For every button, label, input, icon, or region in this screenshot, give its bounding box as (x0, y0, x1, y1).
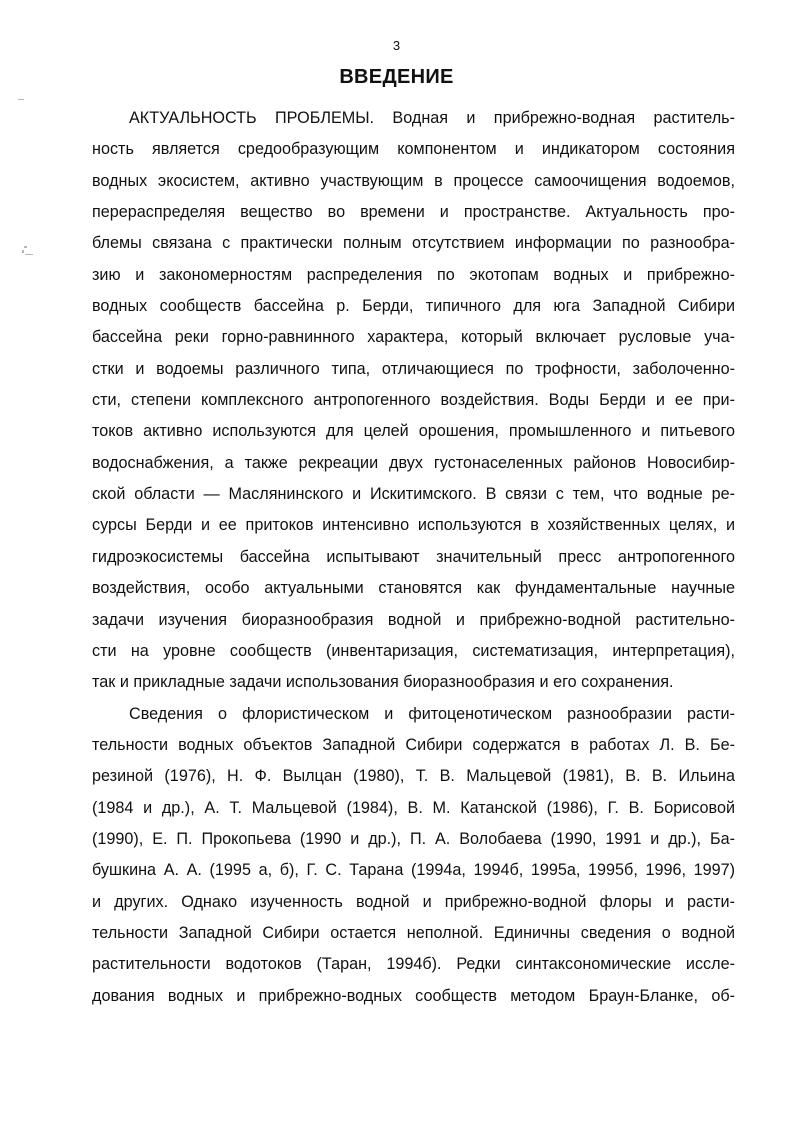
scan-artifact (25, 254, 33, 255)
text-line: так и прикладные задачи использования биоразнообразия и его сохранения. (92, 673, 674, 692)
text-line: и других. Однако изученность водной и прибрежно-водной флоры и расти- (92, 892, 735, 911)
text-line: тельности водных объектов Западной Сибири содержатся в работах Л. В. Бе- (92, 735, 735, 754)
text-line: перераспределяя вещество во времени и пространстве. Актуальность про- (92, 203, 735, 222)
text-line: бассейна реки горно-равнинного характера, который включает русловые уча- (92, 328, 735, 347)
text-line: ность является средообразующим компонентом и индикатором состояния (92, 140, 735, 159)
text-line: сти, степени комплексного антропогенного воздействия. Воды Берди и ее при- (92, 391, 735, 410)
text-line: гидроэкосистемы бассейна испытывают значительный пресс антропогенного (92, 547, 735, 566)
text-line: ской области — Маслянинского и Искитимского. В связи с тем, что водные ре- (92, 485, 735, 504)
text-line: сурсы Берди и ее притоков интенсивно используются в хозяйственных целях, и (92, 516, 735, 535)
text-line: водных сообществ бассейна р. Берди, типичного для юга Западной Сибири (92, 297, 735, 316)
text-line: Сведения о флористическом и фитоценотическом разнообразии расти- (129, 704, 735, 723)
page-number: 3 (392, 38, 401, 53)
text-line: тельности Западной Сибири остается неполной. Единичны сведения о водной (92, 923, 735, 942)
text-line: растительности водотоков (Таран, 1994б). Редки синтаксономические иссле- (92, 955, 735, 974)
text-line: водоснабжения, а также рекреации двух густонаселенных районов Новосибир- (92, 453, 735, 472)
text-line: резиной (1976), Н. Ф. Вылцан (1980), Т. В. Мальцевой (1981), В. В. Ильина (92, 767, 735, 786)
paragraph (92, 702, 735, 1015)
text-line: сти на уровне сообществ (инвентаризация, систематизация, интерпретация), (92, 641, 735, 660)
document-body (92, 106, 735, 1015)
scan-artifact (18, 99, 24, 100)
text-line: зию и закономерностям распределения по экотопам водных и прибрежно- (92, 265, 735, 284)
text-line: воздействия, особо актуальными становятся как фундаментальные научные (92, 579, 735, 598)
text-line: АКТУАЛЬНОСТЬ ПРОБЛЕМЫ. Водная и прибрежно-водная раститель- (129, 109, 735, 127)
text-line: блемы связана с практически полным отсутствием информации по разнообра- (92, 234, 735, 253)
scan-artifact (22, 250, 24, 253)
text-line: (1984 и др.), А. Т. Мальцевой (1984), В. М. Катанской (1986), Г. В. Борисовой (92, 798, 735, 817)
section-title: ВВЕДЕНИЕ (339, 66, 454, 88)
text-line: водных экосистем, активно участвующим в процессе самоочищения водоемов, (92, 171, 735, 190)
text-line: задачи изучения биоразнообразия водной и прибрежно-водной растительно- (92, 610, 735, 629)
text-line: токов активно используются для целей орошения, промышленного и питьевого (92, 422, 735, 441)
paragraph (92, 106, 735, 702)
scan-artifact (24, 246, 27, 248)
text-line: (1990), Е. П. Прокопьева (1990 и др.), П. А. Волобаева (1990, 1991 и др.), Ба- (92, 829, 735, 848)
text-line: стки и водоемы различного типа, отличающиеся по трофности, заболоченно- (92, 359, 735, 378)
text-line: бушкина А. А. (1995 а, б), Г. С. Тарана (1994а, 1994б, 1995а, 1995б, 1996, 1997) (92, 861, 735, 880)
text-line: дования водных и прибрежно-водных сообществ методом Браун-Бланке, об- (92, 986, 735, 1005)
